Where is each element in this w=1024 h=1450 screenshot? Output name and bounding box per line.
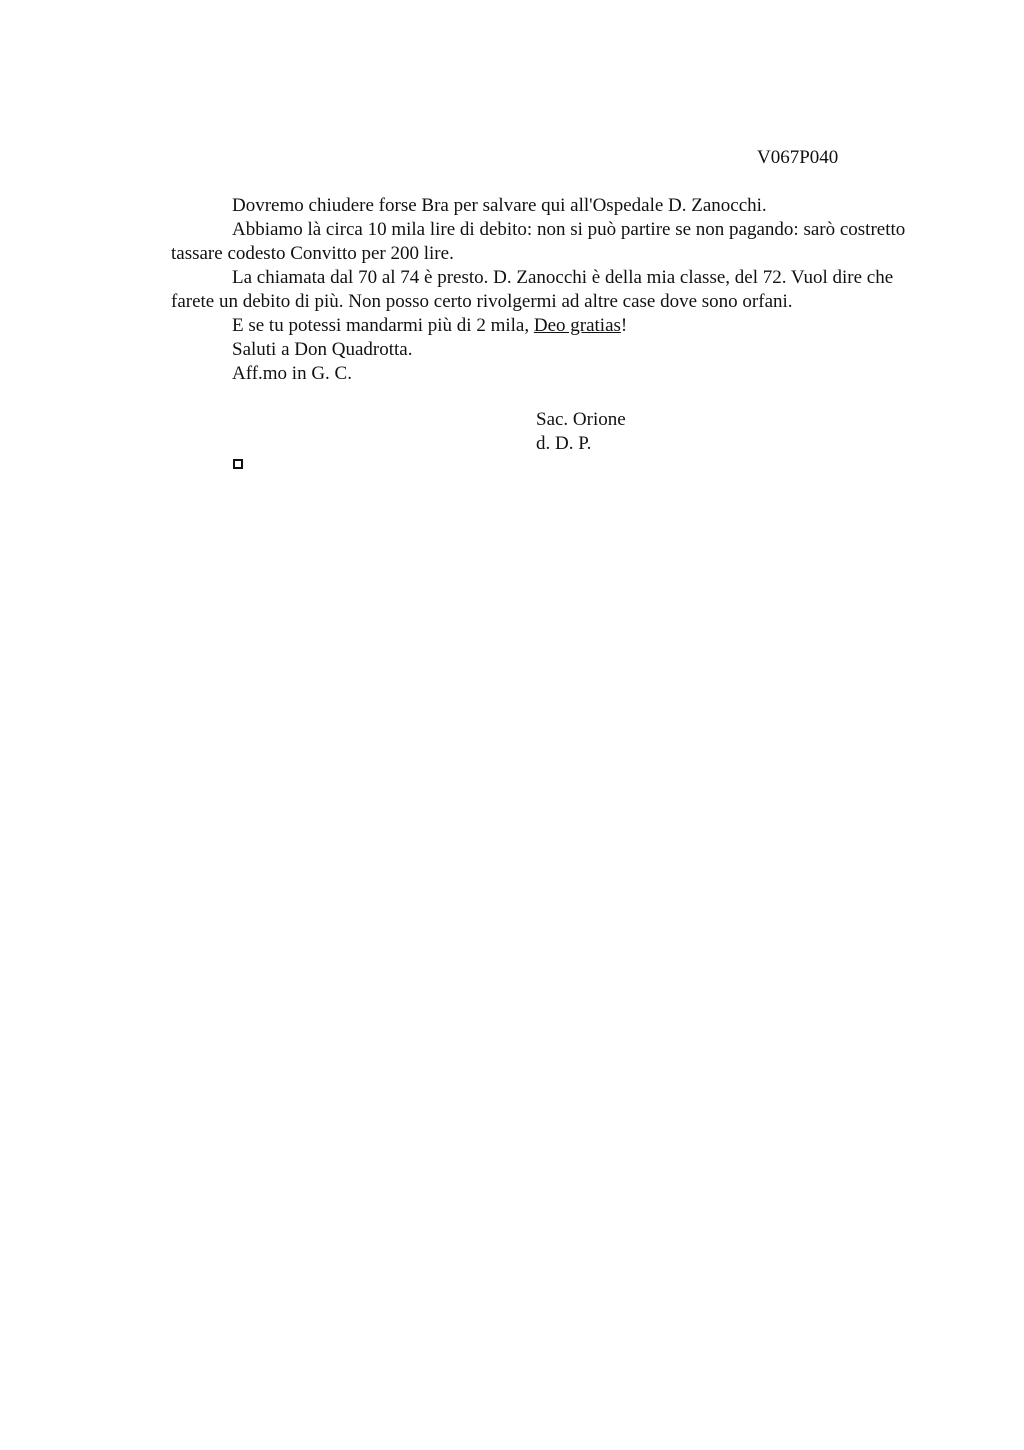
paragraph-request bbox=[171, 314, 921, 338]
letter-body bbox=[171, 194, 921, 386]
signature-name: Sac. Orione bbox=[536, 409, 626, 430]
signature-title: d. D. P. bbox=[536, 433, 592, 454]
paragraph-bra-closure: Dovremo chiudere forse Bra per salvare qui all'Ospedale D. Zanocchi. bbox=[232, 195, 767, 216]
request-text: E se tu potessi mandarmi più di 2 mila, bbox=[232, 315, 534, 336]
paragraph-call-up: La chiamata dal 70 al 74 è presto. D. Zanocchi è della mia classe, del 72. Vuol dire che farete un debito di più. Non posso certo rivolgermi ad altre case dove sono orfani. bbox=[171, 267, 894, 312]
deo-gratias-underlined: Deo gratias bbox=[533, 315, 621, 336]
request-exclamation: ! bbox=[620, 315, 628, 336]
signature-block bbox=[536, 408, 626, 456]
square-outline-icon bbox=[233, 459, 243, 469]
paragraph-closing: Aff.mo in G. C. bbox=[232, 363, 352, 384]
document-reference-code: V067P040 bbox=[757, 147, 839, 168]
paragraph-greetings: Saluti a Don Quadrotta. bbox=[232, 339, 413, 360]
paragraph-debt: Abbiamo là circa 10 mila lire di debito: non si può partire se non pagando: sarò costretto tassare codesto Convitto per 200 lire. bbox=[171, 219, 906, 264]
